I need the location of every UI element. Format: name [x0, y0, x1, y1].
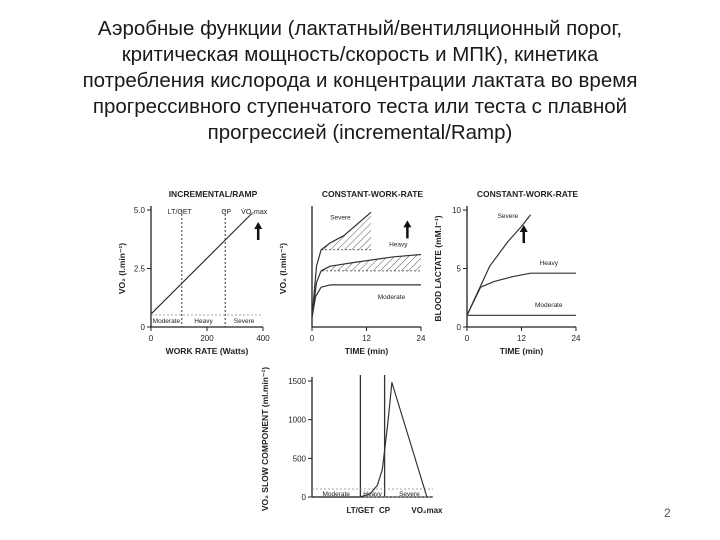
chart-vo2-constant	[278, 189, 426, 356]
title-line: критическая мощность/скорость и МПК), кинетика	[121, 43, 599, 66]
chart-title: CONSTANT-WORK-RATE	[321, 189, 424, 199]
chart-title: INCREMENTAL/RAMP	[168, 189, 258, 199]
y-tick-label: 2.5	[133, 264, 145, 274]
x-tick-label: 0	[309, 334, 315, 343]
chart-lactate-constant	[433, 189, 581, 356]
x-tick-label: 0	[148, 334, 154, 343]
series-label: Heavy	[539, 259, 558, 267]
threshold-label: V̇O₂max	[241, 209, 268, 216]
title-line: потребления кислорода и концентрации лактата во время	[82, 69, 638, 92]
chart-title: CONSTANT-WORK-RATE	[476, 189, 579, 199]
domain-label: Severe	[399, 491, 420, 498]
series-label: Moderate	[377, 293, 406, 301]
y-axis-label: VO₂ SLOW COMPONENT (ml.min⁻¹)	[260, 366, 270, 512]
y-axis-label: VO₂ (l.min⁻¹)	[117, 242, 127, 295]
y-tick-label: 1000	[288, 415, 306, 425]
y-tick-label: 1500	[288, 377, 306, 386]
threshold-label: VO₂max	[411, 506, 443, 515]
series-label: Moderate	[535, 302, 563, 310]
y-tick-label: 0	[301, 493, 306, 502]
y-tick-label: 0	[140, 323, 145, 332]
x-axis-label: TIME (min)	[344, 346, 389, 356]
title-line: Аэробные функции (лактатный/вентиляционный порог,	[97, 17, 623, 40]
chart-incremental	[117, 189, 270, 356]
y-tick-label: 5.0	[133, 206, 145, 215]
x-tick-label: 24	[571, 334, 581, 343]
chart-slow-component	[260, 367, 443, 515]
x-tick-label: 200	[200, 334, 214, 343]
series-line	[312, 383, 427, 498]
x-axis-label: TIME (min)	[499, 346, 544, 356]
y-tick-label: 0	[456, 323, 461, 332]
series-line	[312, 285, 421, 318]
x-tick-label: 24	[416, 334, 426, 343]
threshold-label: LT/GET	[346, 506, 375, 515]
domain-label: Severe	[233, 318, 255, 325]
x-tick-label: 12	[362, 334, 371, 343]
slow-component-area	[322, 254, 421, 270]
up-arrow-head-icon	[254, 222, 262, 229]
series-line	[151, 214, 252, 315]
domain-label: Heavy	[363, 491, 382, 498]
page-number: 2	[664, 506, 671, 520]
domain-label: Moderate	[152, 318, 181, 325]
y-axis-label: VO₂ (l.min⁻¹)	[278, 242, 288, 295]
threshold-label: CP	[221, 209, 232, 216]
x-tick-label: 12	[517, 334, 526, 343]
x-axis-label: WORK RATE (Watts)	[165, 346, 249, 356]
title-line: прогрессивного ступенчатого теста или теста с плавной	[92, 95, 628, 118]
x-tick-label: 400	[256, 334, 270, 343]
up-arrow-head-icon	[403, 220, 411, 227]
y-tick-label: 5	[456, 264, 461, 274]
y-tick-label: 500	[292, 454, 306, 464]
series-line	[467, 215, 531, 316]
y-tick-label: 10	[452, 206, 461, 215]
series-label: Severe	[497, 213, 519, 221]
x-tick-label: 0	[464, 334, 470, 343]
threshold-label: LT/GET	[167, 209, 192, 216]
threshold-label: CP	[379, 506, 391, 515]
domain-label: Heavy	[194, 318, 213, 325]
series-label: Severe	[330, 214, 351, 222]
y-axis-label: BLOOD LACTATE (mM.l⁻¹)	[433, 215, 443, 322]
domain-label: Moderate	[322, 491, 350, 498]
series-label: Heavy	[389, 241, 408, 249]
title-line: прогрессией (incremental/Ramp)	[207, 121, 513, 144]
